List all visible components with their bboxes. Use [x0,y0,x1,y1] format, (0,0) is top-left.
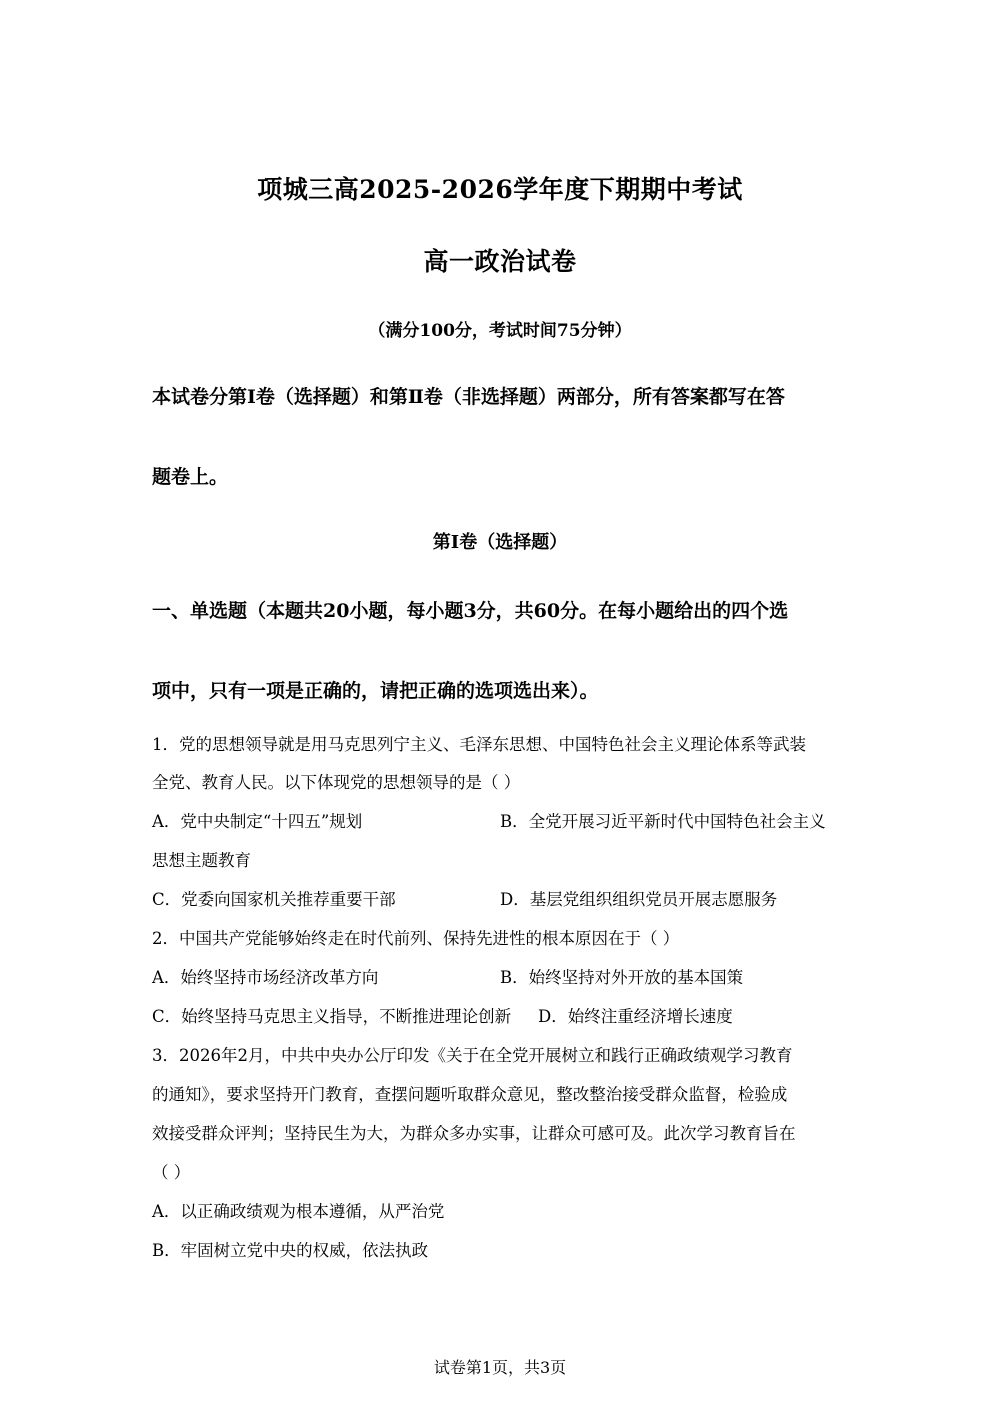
question-3-stem-line-4: （ ） [152,1163,191,1182]
exam-subject: 高一政治试卷 [423,247,577,276]
question-3-stem-line-3: 效接受群众评判；坚持民生为大，为群众多办实事，让群众可感可及。此次学习教育旨在 [152,1124,796,1143]
part1-title: 第Ⅰ卷（选择题） [432,532,568,553]
question-1-option-b-line-1: B．全党开展习近平新时代中国特色社会主义 [500,812,826,831]
question-1-option-c: C．党委向国家机关推荐重要干部 [152,890,396,909]
question-2-option-a: A．始终坚持市场经济改革方向 [152,968,379,987]
section-instructions-line-1: 一、单选题（本题共20小题，每小题3分，共60分。在每小题给出的四个选 [152,600,789,622]
question-3-stem-line-1: 3．2026年2月，中共中央办公厅印发《关于在全党开展树立和践行正确政绩观学习教育 [152,1046,793,1065]
question-3-stem-line-2: 的通知》，要求坚持开门教育，查摆问题听取群众意见，整改整治接受群众监督，检验成 [152,1085,788,1104]
score-info: （满分100分，考试时间75分钟） [368,321,632,341]
question-3-option-a: A．以正确政绩观为根本遵循，从严治党 [152,1202,445,1221]
question-3-option-b: B．牢固树立党中央的权威，依法执政 [152,1241,429,1260]
question-1-stem-line-1: 1．党的思想领导就是用马克思列宁主义、毛泽东思想、中国特色社会主义理论体系等武装 [152,735,806,754]
intro-line-2: 题卷上。 [152,466,229,488]
question-1-stem-line-2: 全党、教育人民。以下体现党的思想领导的是（ ） [152,773,521,792]
question-1-option-d: D．基层党组织组织党员开展志愿服务 [500,890,778,909]
question-2-stem: 2．中国共产党能够始终走在时代前列、保持先进性的根本原因在于（ ） [152,929,680,948]
question-1-option-a: A．党中央制定“十四五”规划 [152,812,363,831]
exam-title: 项城三高2025-2026学年度下期期中考试 [257,175,743,204]
section-instructions-line-2: 项中，只有一项是正确的，请把正确的选项选出来）。 [152,680,599,702]
question-1-option-b-line-2: 思想主题教育 [152,851,251,870]
intro-line-1: 本试卷分第Ⅰ卷（选择题）和第Ⅱ卷（非选择题）两部分，所有答案都写在答 [152,386,785,408]
page-footer: 试卷第1页，共3页 [433,1358,567,1377]
question-2-option-d: D．始终注重经济增长速度 [538,1007,733,1026]
question-2-option-b: B．始终坚持对外开放的基本国策 [500,968,744,987]
question-2-option-c: C．始终坚持马克思主义指导，不断推进理论创新 [152,1007,512,1026]
